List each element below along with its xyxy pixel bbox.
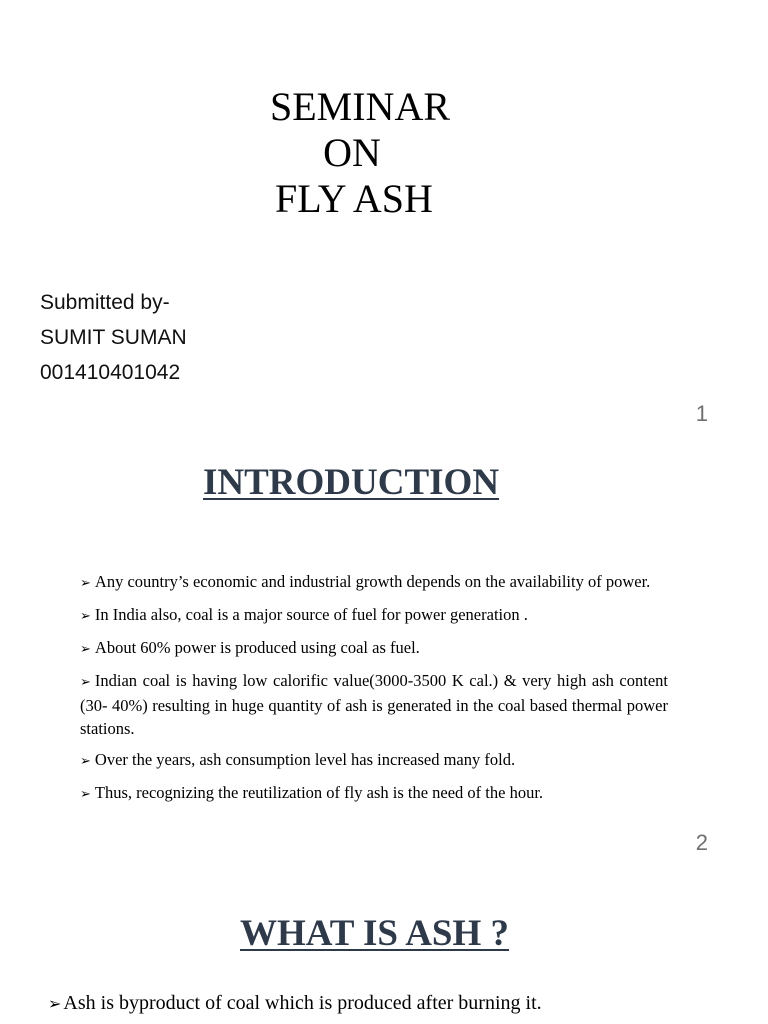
- title-line: ON: [323, 130, 381, 175]
- arrow-bullet-icon: ➢: [48, 994, 62, 1013]
- introduction-bullets: [80, 570, 668, 814]
- bullet-text: In India also, coal is a major source of fuel for power generation .: [94, 605, 528, 624]
- title-line: SEMINAR: [269, 84, 451, 129]
- list-item: [80, 570, 668, 595]
- submitted-label: Submitted by-: [40, 291, 170, 314]
- bullet-text: Indian coal is having low calorific value(3000-3500 K cal.) & very high ash content (30- 40%) resulting in huge quantity of ash is generated in the coal based thermal power stations.: [80, 671, 668, 738]
- author-name: SUMIT SUMAN: [40, 326, 187, 349]
- slide1-title: [215, 84, 505, 222]
- page-number: 1: [695, 401, 708, 426]
- list-item: [80, 636, 668, 661]
- list-item: [48, 990, 542, 1017]
- arrow-bullet-icon: ➢: [80, 576, 91, 591]
- page-number: 2: [695, 830, 708, 855]
- what-is-ash-heading: WHAT IS ASH ?: [240, 913, 510, 954]
- bullet-text: Ash is byproduct of coal which is produced after burning it.: [63, 992, 542, 1014]
- list-item: [80, 781, 668, 806]
- list-item: [80, 748, 668, 773]
- arrow-bullet-icon: ➢: [80, 642, 91, 657]
- list-item: [80, 669, 668, 740]
- bullet-text: Thus, recognizing the reutilization of fly ash is the need of the hour.: [94, 783, 544, 802]
- list-item: [80, 603, 668, 628]
- title-line: FLY ASH: [275, 176, 433, 221]
- arrow-bullet-icon: ➢: [80, 787, 91, 802]
- arrow-bullet-icon: ➢: [80, 754, 91, 769]
- bullet-text: Any country’s economic and industrial growth depends on the availability of power.: [94, 572, 651, 591]
- introduction-heading: INTRODUCTION: [203, 462, 500, 503]
- arrow-bullet-icon: ➢: [80, 609, 91, 624]
- submitted-block: [40, 285, 187, 390]
- bullet-text: About 60% power is produced using coal as fuel.: [94, 638, 420, 657]
- bullet-text: Over the years, ash consumption level has increased many fold.: [94, 750, 516, 769]
- roll-number: 001410401042: [40, 361, 181, 384]
- arrow-bullet-icon: ➢: [80, 675, 91, 690]
